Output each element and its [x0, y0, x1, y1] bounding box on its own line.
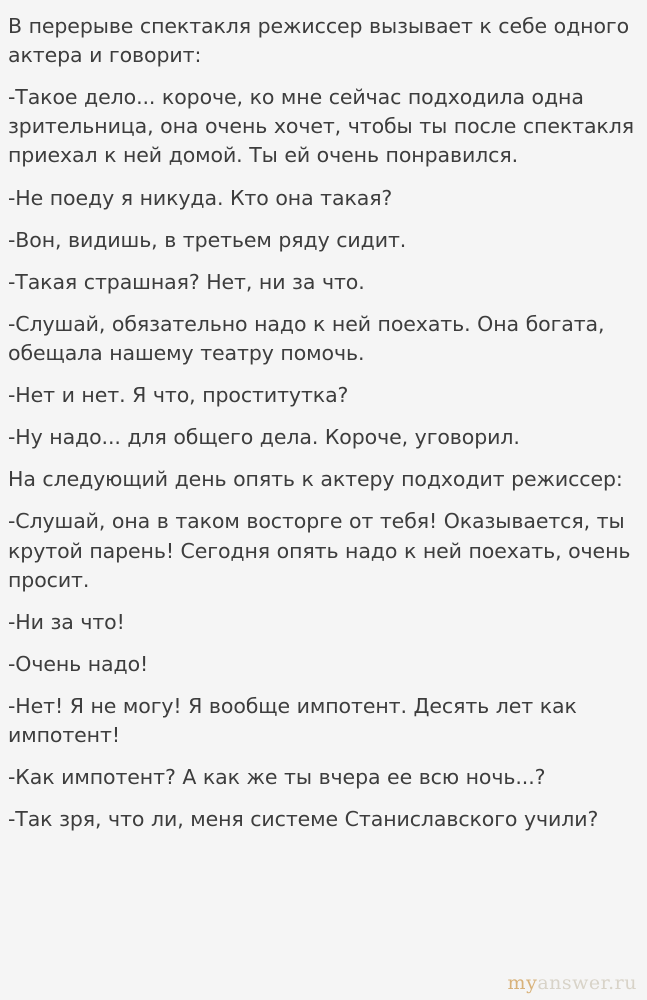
paragraph: -Как импотент? А как же ты вчера ее всю ночь...?	[8, 765, 546, 790]
paragraph: -Такое дело... короче, ко мне сейчас подходила одна зрительница, она очень хочет, чтобы ты после спектакля приехал к ней домой. Ты ей очень понравился.	[8, 85, 641, 168]
paragraph: -Вон, видишь, в третьем ряду сидит.	[8, 227, 407, 252]
paragraph: -Очень надо!	[8, 651, 149, 676]
paragraph: -Такая страшная? Нет, ни за что.	[8, 269, 365, 294]
watermark-suffix: answer.ru	[537, 972, 637, 994]
paragraph: На следующий день опять к актеру подходит режиссер:	[8, 467, 623, 492]
paragraph: -Ну надо... для общего дела. Короче, уговорил.	[8, 425, 520, 450]
paragraph: -Ни за что!	[8, 609, 125, 634]
paragraph: В перерыве спектакля режиссер вызывает к себе одного актера и говорит:	[8, 14, 636, 68]
watermark	[508, 972, 637, 994]
watermark-prefix: my	[507, 972, 538, 994]
paragraph: -Так зря, что ли, меня системе Станиславского учили?	[8, 807, 599, 832]
paragraph: -Не поеду я никуда. Кто она такая?	[8, 185, 393, 210]
paragraph: -Нет и нет. Я что, проститутка?	[8, 383, 349, 408]
paragraph: -Слушай, обязательно надо к ней поехать. Она богата, обещала нашему театру помочь.	[8, 311, 612, 365]
paragraph: -Нет! Я не могу! Я вообще импотент. Десять лет как импотент!	[8, 693, 584, 748]
paragraph: -Слушай, она в таком восторге от тебя! Оказывается, ты крутой парень! Сегодня опять надо к ней поехать, очень просит.	[8, 509, 637, 592]
